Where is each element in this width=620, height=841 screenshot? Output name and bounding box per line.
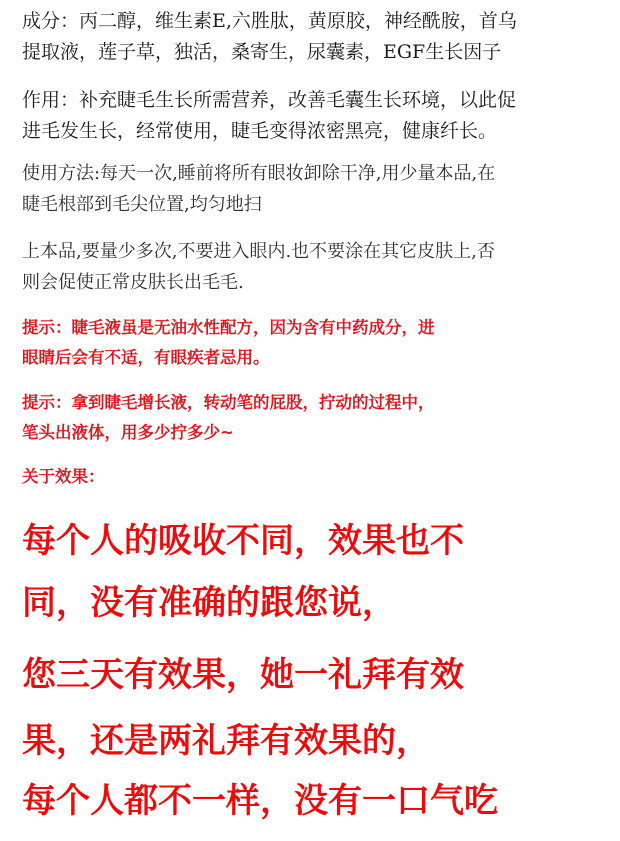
statement-block-2	[22, 642, 607, 774]
usage-line-3: 上本品,要量少多次,不要进入眼内.也不要涂在其它皮肤上,否	[22, 241, 495, 262]
usage-paragraph	[22, 158, 607, 220]
statement-block-1	[22, 510, 607, 634]
about-heading-text: 关于效果：	[22, 467, 105, 486]
statement-block-3	[22, 770, 607, 832]
tip-usage-paragraph	[22, 388, 607, 448]
effect-line-1: 作用：补充睫毛生长所需营养，改善毛囊生长环境，以此促	[22, 89, 517, 111]
tip2-line-2: 笔头出液体，用多少拧多少~	[22, 423, 234, 442]
about-effect-heading	[22, 462, 607, 492]
usage-line-2: 睫毛根部到毛尖位置,均匀地扫	[22, 194, 262, 215]
tip-warning-paragraph	[22, 313, 607, 373]
tip1-line-1: 提示：睫毛液虽是无油水性配方，因为含有中药成分，进	[22, 318, 435, 337]
usage-continued-paragraph	[22, 236, 607, 298]
statement-line-4: 果，还是两礼拜有效果的，	[22, 721, 430, 761]
tip1-line-2: 眼睛后会有不适，有眼疾者忌用。	[22, 348, 270, 367]
ingredients-line-1: 成分：丙二醇，维生素E,六胜肽，黄原胶，神经酰胺，首乌	[22, 10, 517, 32]
usage-line-4: 则会促使正常皮肤长出毛毛.	[22, 272, 244, 293]
statement-line-1: 每个人的吸收不同，效果也不	[22, 521, 464, 561]
statement-line-5: 每个人都不一样，没有一口气吃	[22, 781, 498, 821]
effect-line-2: 进毛发生长，经常使用，睫毛变得浓密黑亮，健康纤长。	[22, 120, 498, 142]
ingredients-line-2: 提取液，莲子草，独活，桑寄生，尿囊素，EGF生长因子	[22, 41, 502, 63]
tip2-line-1: 提示：拿到睫毛增长液，转动笔的屁股，拧动的过程中，	[22, 393, 435, 412]
usage-line-1: 使用方法:每天一次,睡前将所有眼妆卸除干净,用少量本品,在	[22, 163, 496, 184]
ingredients-paragraph	[22, 6, 607, 68]
statement-line-2: 同，没有准确的跟您说，	[22, 583, 396, 623]
statement-line-3: 您三天有效果，她一礼拜有效	[22, 655, 464, 695]
effect-paragraph	[22, 85, 607, 147]
